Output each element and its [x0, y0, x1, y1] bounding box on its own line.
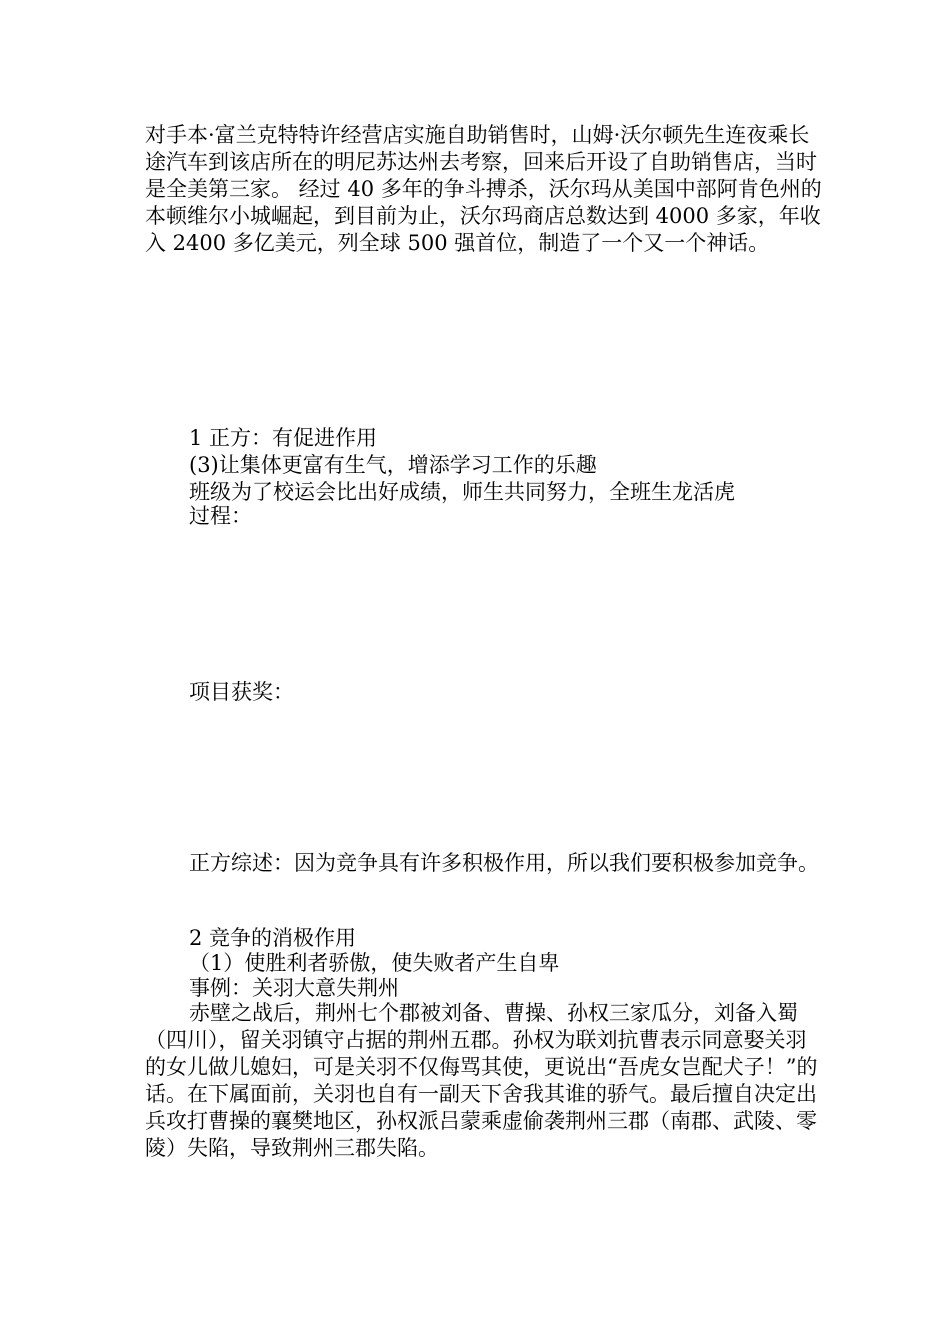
walmart-paragraph: 对手本·富兰克特特许经营店实施自助销售时，山姆·沃尔顿先生连夜乘长途汽车到该店所在的明尼苏达州去考察，回来后开设了自助销售店，当时是全美第三家。 经过 40 多年的争斗搏杀，沃尔玛从美国中部阿肯色州的本顿维尔小城崛起，到目前为止，沃尔玛商店总数达到 4000 多家，年收入 2400 多亿美元，列全球 500 强首位，制造了一个又一个神话。: [145, 123, 822, 255]
con-example-body: 赤壁之战后，荆州七个郡被刘备、曹操、孙权三家瓜分，刘备入蜀（四川），留关羽镇守占据的荆州五郡。孙权为联刘抗曹表示同意娶关羽的女儿做儿媳妇，可是关羽不仅侮骂其使，更说出“吾虎女岂配犬子！”的话。在下属面前，关羽也自有一副天下舍我其谁的骄气。最后擅自决定出兵攻打曹操的襄樊地区，孙权派吕蒙乘虚偷袭荆州三郡（南郡、武陵、零陵）失陷，导致荆州三郡失陷。: [145, 1001, 818, 1160]
con-point-1: （1）使胜利者骄傲，使失败者产生自卑: [189, 951, 560, 975]
con-heading: 2 竞争的消极作用: [189, 926, 357, 950]
pro-summary-paragraph: 正方综述：因为竞争具有许多积极作用，所以我们要积极参加竞争。: [189, 851, 819, 875]
pro-heading: 1 正方：有促进作用: [189, 426, 378, 450]
class-example: 班级为了校运会比出好成绩，师生共同努力，全班生龙活虎: [189, 480, 735, 504]
award-label: 项目获奖：: [189, 680, 294, 704]
con-example-title: 事例：关羽大意失荆州: [189, 976, 399, 1000]
process-label: 过程：: [189, 504, 252, 528]
pro-point-3: (3)让集体更富有生气，增添学习工作的乐趣: [189, 453, 597, 477]
